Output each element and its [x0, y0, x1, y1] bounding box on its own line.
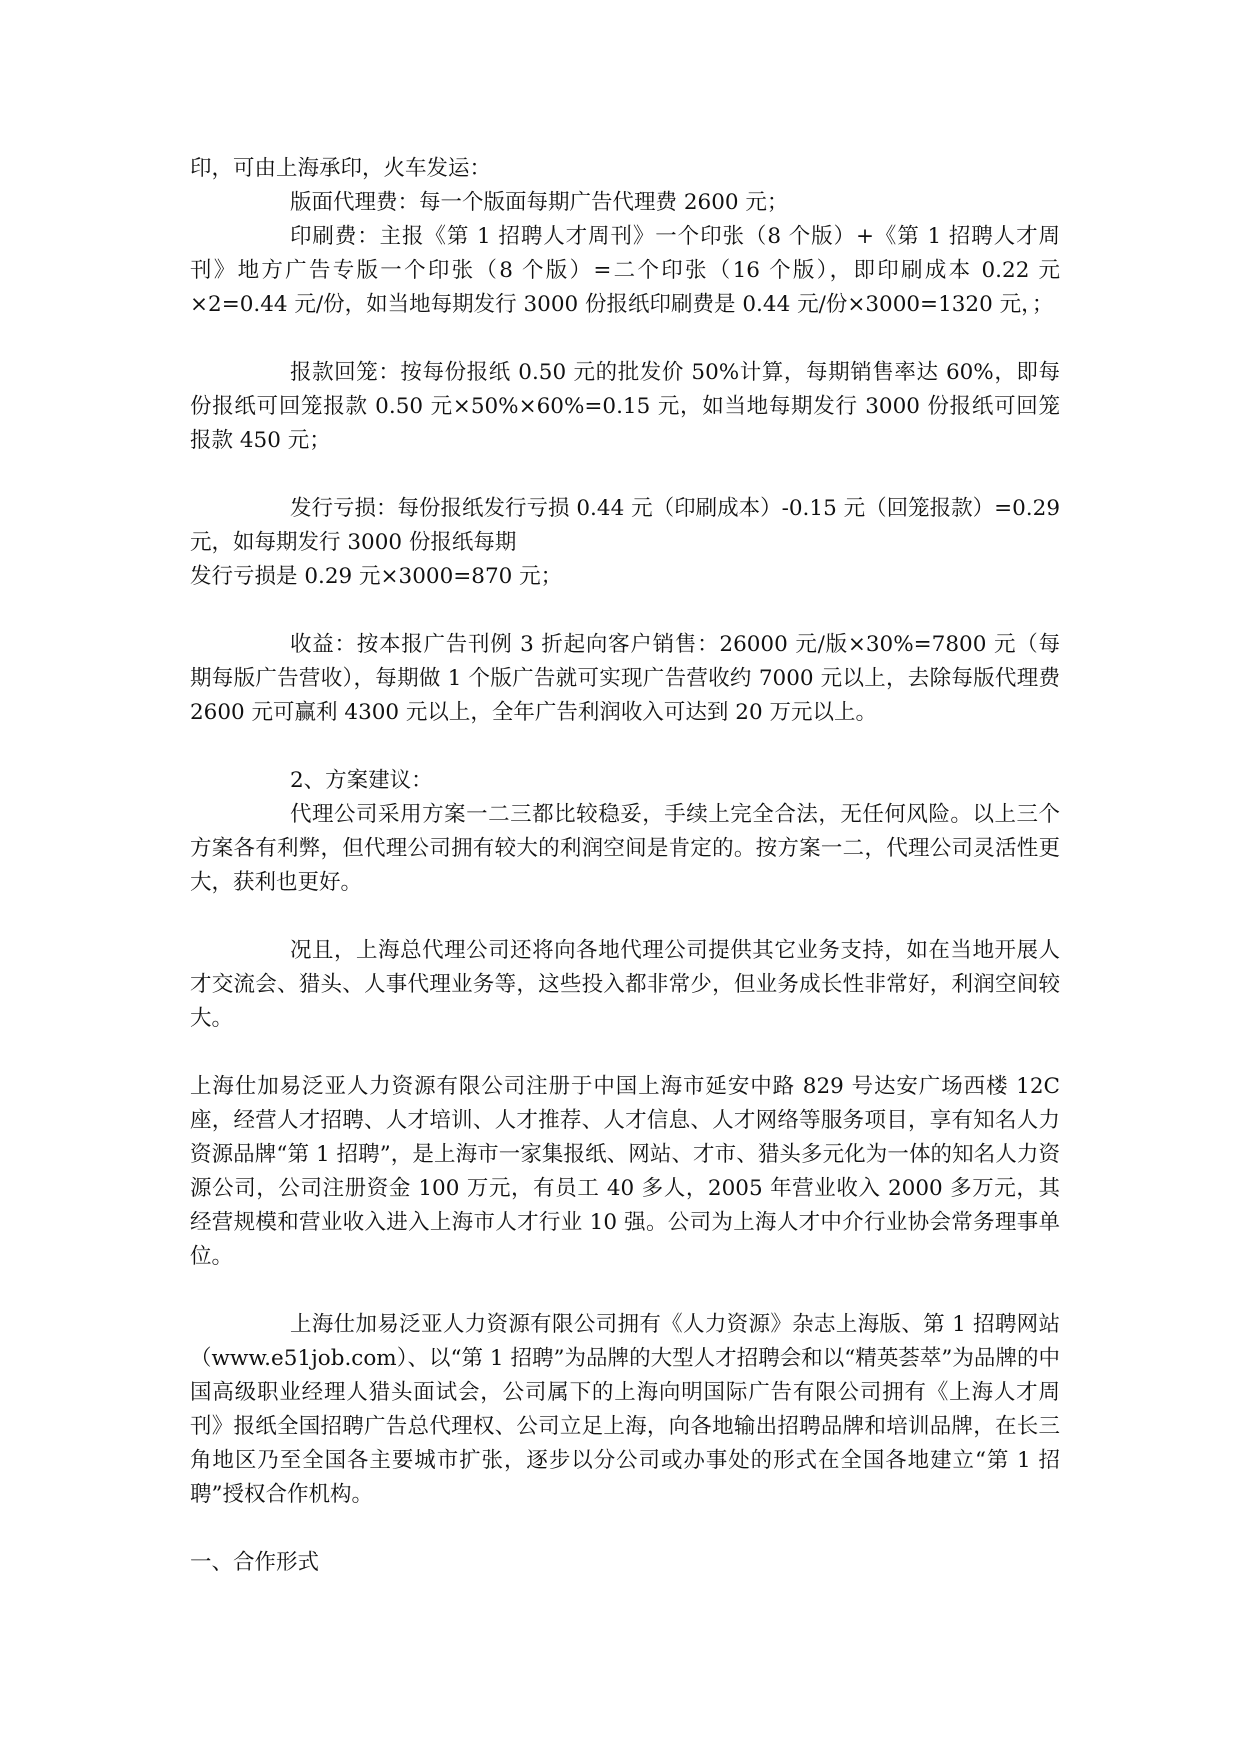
paragraph-plan-advice: 代理公司采用方案一二三都比较稳妥，手续上完全合法，无任何风险。以上三个方案各有利弊，但代理公司拥有较大的利润空间是肯定的。按方案一二，代理公司灵活性更大，获利也更好。: [190, 802, 1060, 895]
section-heading-cooperation-form: 一、合作形式: [190, 1550, 320, 1575]
paragraph-company-assets: 上海仕加易泛亚人力资源有限公司拥有《人力资源》杂志上海版、第 1 招聘网站（www.e51job.com）、以“第 1 招聘”为品牌的大型人才招聘会和以“精英荟萃”为品牌的中国高级职业经理人猎头面试会，公司属下的上海向明国际广告有限公司拥有《上海人才周刊》报纸全国招聘广告总代理权、公司立足上海，向各地输出招聘品牌和培训品牌，在长三角地区乃至全国各主要城市扩张，逐步以分公司或办事处的形式在全国各地建立“第 1 招聘”授权合作机构。: [190, 1312, 1060, 1507]
paragraph-distribution-loss-total: 发行亏损是 0.29 元×3000=870 元；: [190, 564, 563, 589]
paragraph-distribution-loss: 发行亏损：每份报纸发行亏损 0.44 元（印刷成本）-0.15 元（回笼报款）=0.29 元，如每期发行 3000 份报纸每期: [190, 496, 1060, 555]
paragraph-shipping: 印，可由上海承印，火车发运：: [190, 156, 492, 181]
paragraph-company-intro: 上海仕加易泛亚人力资源有限公司注册于中国上海市延安中路 829 号达安广场西楼 12C 座，经营人才招聘、人才培训、人才推荐、人才信息、人才网络等服务项目，享有知名人力资源品牌“第 1 招聘”，是上海市一家集报纸、网站、才市、猎头多元化为一体的知名人力资源公司，公司注册资金 100 万元，有员工 40 多人，2005 年营业收入 2000 多万元，其经营规模和营业收入进入上海市人才行业 10 强。公司为上海人才中介行业协会常务理事单位。: [190, 1074, 1060, 1269]
paragraph-additional-support: 况且，上海总代理公司还将向各地代理公司提供其它业务支持，如在当地开展人才交流会、猎头、人事代理业务等，这些投入都非常少，但业务成长性非常好，利润空间较大。: [190, 938, 1060, 1031]
paragraph-revenue: 收益：按本报广告刊例 3 折起向客户销售：26000 元/版×30%=7800 元（每期每版广告营收），每期做 1 个版广告就可实现广告营收约 7000 元以上，去除每版代理费 2600 元可赢利 4300 元以上，全年广告利润收入可达到 20 万元以上。: [190, 632, 1060, 725]
paragraph-page-agency-fee: 版面代理费：每一个版面每期广告代理费 2600 元；: [290, 190, 789, 215]
paragraph-printing-fee: 印刷费：主报《第 1 招聘人才周刊》一个印张（8 个版）+《第 1 招聘人才周刊》地方广告专版一个印张（8 个版）=二个印张（16 个版），即印刷成本 0.22 元×2=0.44 元/份，如当地每期发行 3000 份报纸印刷费是 0.44 元/份×3000=1320 元，；: [190, 224, 1060, 317]
section-heading-plan-advice: 2、方案建议：: [290, 768, 433, 793]
document-body: [190, 152, 1060, 1580]
paragraph-payment-return: 报款回笼：按每份报纸 0.50 元的批发价 50%计算，每期销售率达 60%，即每份报纸可回笼报款 0.50 元×50%×60%=0.15 元，如当地每期发行 3000 份报纸可回笼报款 450 元；: [190, 360, 1060, 453]
